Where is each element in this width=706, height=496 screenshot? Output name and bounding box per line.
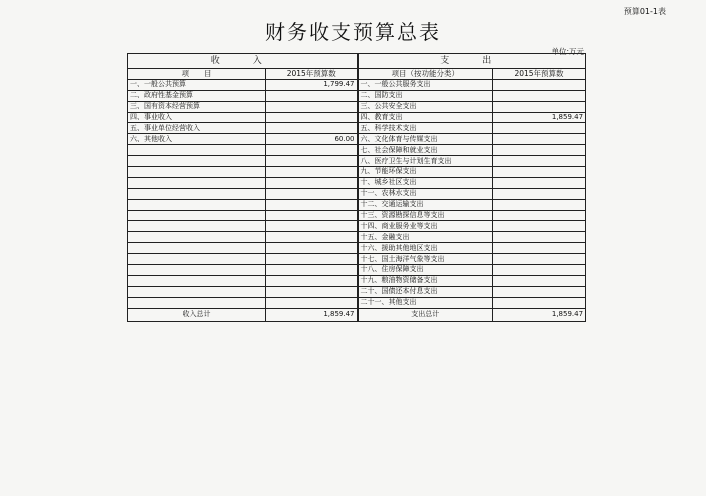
income-value-cell [266,101,358,112]
table-row [128,286,586,297]
table-row [128,177,586,188]
income-value-cell [266,243,358,254]
expense-item-cell: 十七、国土海洋气象等支出 [358,254,493,265]
expense-item-cell: 二十一、其他支出 [358,297,493,308]
table-row [128,134,586,145]
expense-value-cell [493,297,586,308]
table-row [128,243,586,254]
income-item-cell [128,286,266,297]
income-item-cell: 六、其他收入 [128,134,266,145]
expense-value-cell [493,243,586,254]
income-value-cell: 1,799.47 [266,79,358,90]
page-title: 财务收支预算总表 [265,20,441,44]
income-item-header: 项 目 [128,69,266,80]
expense-value-cell [493,199,586,210]
table-row [128,90,586,101]
income-value-cell [266,275,358,286]
table-row [128,297,586,308]
expense-item-cell: 三、公共安全支出 [358,101,493,112]
income-value-cell: 60.00 [266,134,358,145]
expense-item-cell: 五、科学技术支出 [358,123,493,134]
income-value-cell [266,145,358,156]
expense-total-label: 支出总计 [358,308,493,321]
expense-value-cell: 1,859.47 [493,112,586,123]
income-value-cell [266,90,358,101]
table-row [128,188,586,199]
expense-item-cell: 一、一般公共服务支出 [358,79,493,90]
expense-item-cell: 十、城乡社区支出 [358,177,493,188]
expense-item-cell: 十五、金融支出 [358,232,493,243]
expense-value-cell [493,188,586,199]
expense-item-cell: 八、医疗卫生与计划生育支出 [358,156,493,167]
expense-value-cell [493,79,586,90]
income-total-value: 1,859.47 [266,308,358,321]
income-item-cell [128,221,266,232]
table-row [128,254,586,265]
income-item-cell: 三、国有资本经营预算 [128,101,266,112]
expense-value-cell [493,177,586,188]
table-row [128,167,586,178]
expense-item-cell: 十六、援助其他地区支出 [358,243,493,254]
form-code: 预算01-1表 [623,7,666,16]
income-value-cell [266,221,358,232]
expense-value-cell [493,134,586,145]
expense-item-cell: 十三、资源勘探信息等支出 [358,210,493,221]
income-item-cell: 二、政府性基金预算 [128,90,266,101]
income-item-cell [128,188,266,199]
expense-value-cell [493,101,586,112]
expense-value-cell [493,221,586,232]
income-value-cell [266,188,358,199]
expense-value-cell [493,156,586,167]
table-row [128,145,586,156]
expense-value-cell [493,90,586,101]
expense-value-cell [493,275,586,286]
income-value-cell [266,123,358,134]
income-section-header: 收 入 [128,54,358,69]
income-value-header: 2015年预算数 [266,69,358,80]
income-item-cell: 五、事业单位经营收入 [128,123,266,134]
budget-table [127,53,586,322]
table-row [128,210,586,221]
income-item-cell [128,232,266,243]
table-row [128,112,586,123]
income-item-cell [128,275,266,286]
income-item-cell [128,254,266,265]
unit-label: 单位:万元 [551,47,584,56]
income-item-cell [128,243,266,254]
income-item-cell [128,199,266,210]
income-value-cell [266,199,358,210]
income-item-cell: 四、事业收入 [128,112,266,123]
income-item-cell [128,145,266,156]
income-total-label: 收入总计 [128,308,266,321]
income-value-cell [266,232,358,243]
expense-item-cell: 二、国防支出 [358,90,493,101]
income-item-cell [128,297,266,308]
expense-value-cell [493,145,586,156]
expense-item-cell: 九、节能环保支出 [358,167,493,178]
expense-item-cell: 四、教育支出 [358,112,493,123]
expense-value-cell [493,265,586,276]
income-value-cell [266,265,358,276]
table-row [128,265,586,276]
expense-item-cell: 二十、国债还本付息支出 [358,286,493,297]
table-body [128,79,586,308]
expense-item-cell: 十四、商业服务业等支出 [358,221,493,232]
expense-item-cell: 十九、粮油物资储备支出 [358,275,493,286]
expense-item-cell: 十一、农林水支出 [358,188,493,199]
expense-section-header: 支 出 [358,54,586,69]
income-item-cell: 一、一般公共预算 [128,79,266,90]
income-value-cell [266,156,358,167]
expense-value-cell [493,167,586,178]
table-row [128,199,586,210]
expense-item-cell: 十二、交通运输支出 [358,199,493,210]
income-item-cell [128,265,266,276]
expense-item-header: 项目（按功能分类） [358,69,493,80]
expense-value-cell [493,254,586,265]
expense-value-cell [493,232,586,243]
table-row [128,275,586,286]
expense-value-cell [493,286,586,297]
income-value-cell [266,254,358,265]
income-value-cell [266,177,358,188]
income-value-cell [266,167,358,178]
table-row [128,101,586,112]
table-row [128,79,586,90]
income-value-cell [266,286,358,297]
totals-row [128,308,586,321]
income-item-cell [128,177,266,188]
income-value-cell [266,297,358,308]
table-row [128,221,586,232]
expense-total-value: 1,859.47 [493,308,586,321]
expense-value-header: 2015年预算数 [493,69,586,80]
expense-item-cell: 十八、住房保障支出 [358,265,493,276]
income-item-cell [128,210,266,221]
expense-value-cell [493,210,586,221]
expense-item-cell: 七、社会保障和就业支出 [358,145,493,156]
table-row [128,232,586,243]
income-item-cell [128,167,266,178]
section-header-row [128,54,586,69]
expense-item-cell: 六、文化体育与传媒支出 [358,134,493,145]
income-value-cell [266,112,358,123]
column-header-row [128,69,586,80]
table-row [128,123,586,134]
expense-value-cell [493,123,586,134]
income-value-cell [266,210,358,221]
income-item-cell [128,156,266,167]
table-row [128,156,586,167]
